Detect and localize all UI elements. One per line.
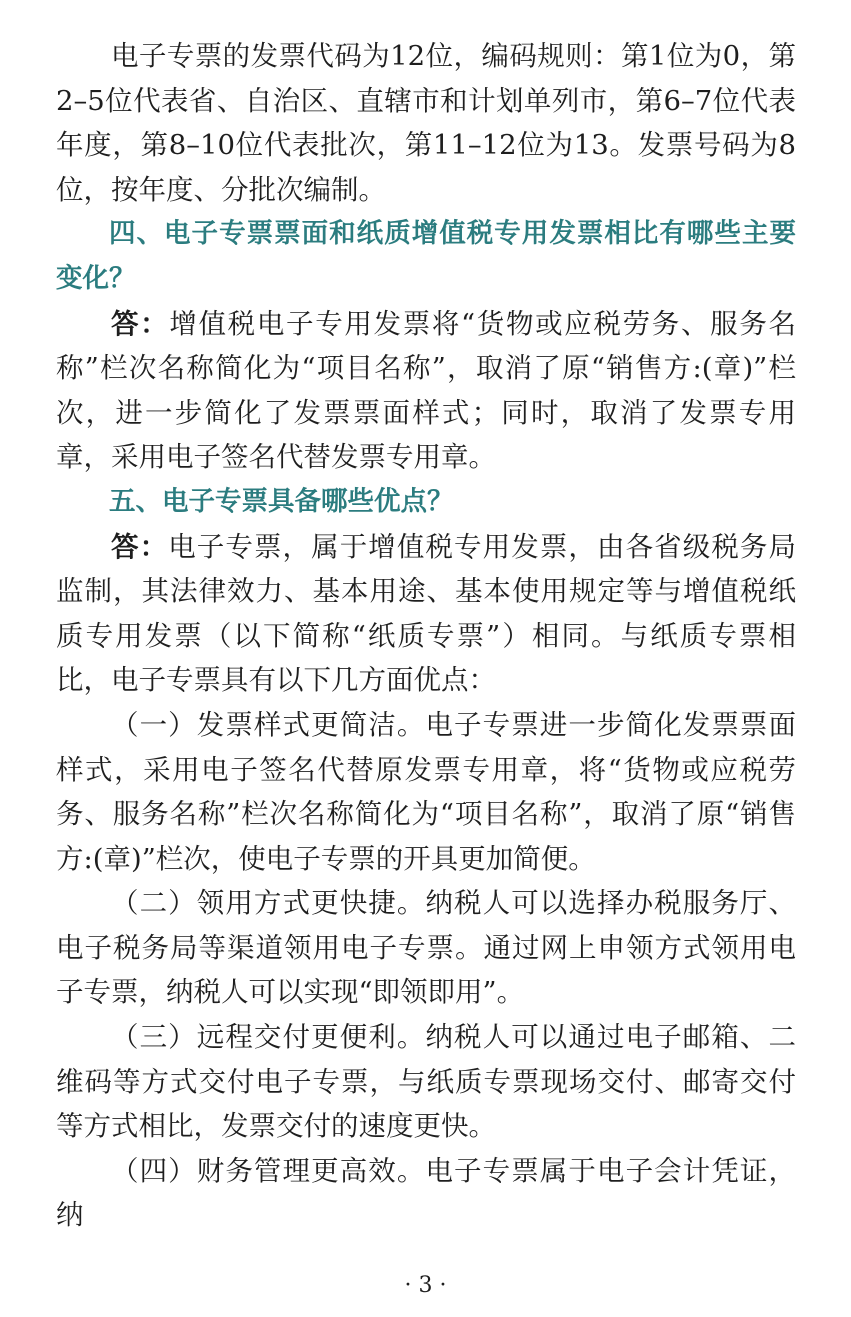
point-2-paragraph: （二）领用方式更快捷。纳税人可以选择办税服务厅、电子税务局等渠道领用电子专票。通过网上申领方式领用电子专票，纳税人可以实现“即领即用”。 [56, 887, 796, 1009]
point-4-paragraph: （四）财务管理更高效。电子专票属于电子会计凭证，纳 [56, 1154, 796, 1232]
section-5-heading: 五、电子专票具备哪些优点？ [109, 485, 454, 517]
answer-text: 增值税电子专用发票将“货物或应税劳务、服务名称”栏次名称简化为“项目名称”，取消了原“销售方:(章)”栏次，进一步简化了发票票面样式；同时，取消了发票专用章，采用电子签名代替发票专用章。 [56, 307, 796, 474]
intro-paragraph: 电子专票的发票代码为12位，编码规则：第1位为0，第2–5位代表省、自治区、直辖市和计划单列市，第6–7位代表年度，第8–10位代表批次，第11–12位为13。发票号码为8位，按年度、分批次编制。 [56, 40, 796, 206]
page-content [56, 34, 796, 1238]
point-1-paragraph: （一）发票样式更简洁。电子专票进一步简化发票票面样式，采用电子签名代替原发票专用章，将“货物或应税劳务、服务名称”栏次名称简化为“项目名称”，取消了原“销售方:(章)”栏次，使电子专票的开具更加简便。 [56, 708, 796, 875]
answer-label: 答： [111, 530, 169, 563]
answer-text: 电子专票，属于增值税专用发票，由各省级税务局监制，其法律效力、基本用途、基本使用规定等与增值税纸质专用发票（以下简称“纸质专票”）相同。与纸质专票相比，电子专票具有以下几方面优点： [56, 530, 797, 697]
point-3-paragraph: （三）远程交付更便利。纳税人可以通过电子邮箱、二维码等方式交付电子专票，与纸质专票现场交付、邮寄交付等方式相比，发票交付的速度更快。 [56, 1021, 796, 1143]
section-5-answer [56, 525, 796, 703]
answer-label: 答： [111, 307, 170, 340]
section-4-answer [56, 302, 796, 480]
page-number: · 3 · [404, 1273, 447, 1298]
section-4-heading: 四、电子专票票面和纸质增值税专用发票相比有哪些主要变化？ [56, 218, 796, 294]
